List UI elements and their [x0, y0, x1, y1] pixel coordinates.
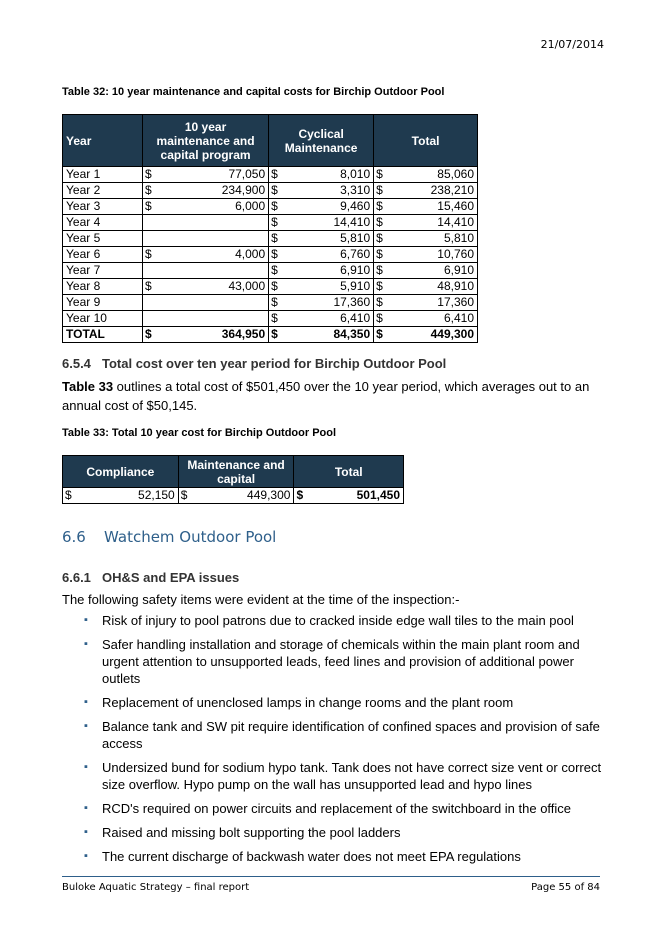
table32-currency: $ [374, 279, 391, 295]
table32-header-program: 10 year maintenance and capital program [143, 115, 269, 167]
table33-header-maintenance: Maintenance and capital [178, 456, 294, 488]
table32-row [63, 183, 478, 199]
list-item [62, 800, 602, 817]
table33-caption: Table 33: Total 10 year cost for Birchip Outdoor Pool [62, 427, 337, 439]
table32-total: 10,760 [390, 247, 477, 263]
table32-cyclical: 5,910 [285, 279, 374, 295]
table32-cyclical: 3,310 [285, 183, 374, 199]
table32-currency: $ [269, 183, 286, 199]
table32-year: Year 2 [63, 183, 143, 199]
table32-header-cyclical: Cyclical Maintenance [269, 115, 374, 167]
footer-page-number: Page 55 of 84 [531, 882, 600, 893]
bullet-icon: ▪ [84, 802, 88, 814]
table32-header-total: Total [374, 115, 478, 167]
list-item-text: Undersized bund for sodium hypo tank. Tank does not have correct size vent or correct size overflow. Hypo pump on the wall has unsupported lead and hypo lines [102, 760, 602, 792]
table32-cyclical: 6,910 [285, 263, 374, 279]
list-item-text: Replacement of unenclosed lamps in change rooms and the plant room [102, 695, 514, 710]
table32-currency: $ [374, 215, 391, 231]
list-item-text: Raised and missing bolt supporting the pool ladders [102, 825, 401, 840]
table32-cyclical: 17,360 [285, 295, 374, 311]
footer-rule [62, 876, 600, 877]
table32-year: Year 3 [63, 199, 143, 215]
table32-currency: $ [269, 311, 286, 327]
list-item-text: Risk of injury to pool patrons due to cracked inside edge wall tiles to the main pool [102, 613, 574, 628]
table32-program: 43,000 [159, 279, 269, 295]
section-661-intro: The following safety items were evident at the time of the inspection:- [62, 592, 460, 607]
table33-reference: Table 33 [62, 379, 114, 394]
section-654-heading [62, 356, 446, 371]
list-item [62, 718, 602, 752]
bullet-icon: ▪ [84, 826, 88, 838]
section-654-title: Total cost over ten year period for Birchip Outdoor Pool [102, 356, 447, 371]
table32-currency [143, 231, 160, 247]
table32-year: Year 7 [63, 263, 143, 279]
table33-currency: $ [294, 488, 311, 504]
table32-year: TOTAL [63, 327, 143, 343]
table32-program [159, 295, 269, 311]
table32-program: 4,000 [159, 247, 269, 263]
table32-cyclical: 9,460 [285, 199, 374, 215]
table32-currency: $ [269, 215, 286, 231]
list-item-text: RCD's required on power circuits and replacement of the switchboard in the office [102, 801, 572, 816]
safety-items-list [62, 612, 602, 872]
table32-currency: $ [374, 231, 391, 247]
section-654-number: 6.5.4 [62, 356, 91, 371]
table32-cyclical: 6,410 [285, 311, 374, 327]
table32-cyclical: 6,760 [285, 247, 374, 263]
bullet-icon: ▪ [84, 850, 88, 862]
table32-total: 15,460 [390, 199, 477, 215]
table33-row [63, 488, 404, 504]
table32-total: 14,410 [390, 215, 477, 231]
table32-row [63, 167, 478, 183]
table32-total: 5,810 [390, 231, 477, 247]
table33-total: 501,450 [310, 488, 403, 504]
table32-currency: $ [143, 247, 160, 263]
table32-body [63, 167, 478, 343]
table32-total: 449,300 [390, 327, 477, 343]
table32-currency: $ [143, 183, 160, 199]
table32-program: 77,050 [159, 167, 269, 183]
table32-currency: $ [143, 327, 160, 343]
bullet-icon: ▪ [84, 720, 88, 732]
table32-currency: $ [269, 199, 286, 215]
bullet-icon: ▪ [84, 638, 88, 650]
table32-currency: $ [374, 263, 391, 279]
table32-caption: Table 32: 10 year maintenance and capital costs for Birchip Outdoor Pool [62, 86, 445, 98]
list-item-text: Balance tank and SW pit require identification of confined spaces and provision of safe access [102, 719, 600, 751]
table33-header-compliance: Compliance [63, 456, 179, 488]
table32-program [159, 231, 269, 247]
table32-cyclical: 8,010 [285, 167, 374, 183]
table32-row [63, 311, 478, 327]
list-item [62, 848, 602, 865]
table32-program: 364,950 [159, 327, 269, 343]
table32-currency: $ [374, 167, 391, 183]
table32-program [159, 215, 269, 231]
table32-cyclical: 5,810 [285, 231, 374, 247]
table33 [62, 455, 404, 504]
header-date: 21/07/2014 [540, 38, 604, 51]
table32-currency [143, 311, 160, 327]
table32-program [159, 263, 269, 279]
table32-currency: $ [143, 199, 160, 215]
table32-currency: $ [269, 247, 286, 263]
table32-currency: $ [269, 279, 286, 295]
table33-maintenance: 449,300 [195, 488, 294, 504]
table32-total: 238,210 [390, 183, 477, 199]
table32-row [63, 279, 478, 295]
table32-cyclical: 84,350 [285, 327, 374, 343]
table32-currency: $ [269, 231, 286, 247]
list-item [62, 612, 602, 629]
table32-total-row [63, 327, 478, 343]
table32-year: Year 4 [63, 215, 143, 231]
table32-year: Year 8 [63, 279, 143, 295]
list-item [62, 636, 602, 687]
table32-program: 6,000 [159, 199, 269, 215]
table33-currency: $ [63, 488, 80, 504]
table32-row [63, 295, 478, 311]
table32-currency: $ [374, 183, 391, 199]
table32-year: Year 9 [63, 295, 143, 311]
list-item-text: Safer handling installation and storage of chemicals within the main plant room and urgent attention to unsupported leads, feed lines and provision of additional power outlets [102, 637, 580, 686]
table32-year: Year 1 [63, 167, 143, 183]
list-item [62, 694, 602, 711]
table32-total: 6,910 [390, 263, 477, 279]
list-item [62, 824, 602, 841]
table32-row [63, 215, 478, 231]
table32-year: Year 6 [63, 247, 143, 263]
table32-total: 6,410 [390, 311, 477, 327]
table32-header-year: Year [63, 115, 143, 167]
table32-currency: $ [374, 247, 391, 263]
section-66-heading [62, 528, 276, 546]
section-661-number: 6.6.1 [62, 570, 91, 585]
table32-year: Year 10 [63, 311, 143, 327]
table32-currency: $ [143, 279, 160, 295]
bullet-icon: ▪ [84, 761, 88, 773]
table32-year: Year 5 [63, 231, 143, 247]
bullet-icon: ▪ [84, 696, 88, 708]
table32-row [63, 247, 478, 263]
bullet-icon: ▪ [84, 614, 88, 626]
section-66-number: 6.6 [62, 528, 86, 546]
table33-header-total: Total [294, 456, 404, 488]
table32-currency: $ [374, 311, 391, 327]
list-item [62, 759, 602, 793]
table32-currency: $ [374, 327, 391, 343]
section-654-text: outlines a total cost of $501,450 over the 10 year period, which averages out to an annual cost of $50,145. [62, 379, 590, 413]
table32-currency: $ [269, 327, 286, 343]
table32-row [63, 231, 478, 247]
section-661-heading [62, 570, 239, 585]
table32-currency: $ [143, 167, 160, 183]
table33-compliance: 52,150 [79, 488, 178, 504]
table32-total: 17,360 [390, 295, 477, 311]
table32-currency [143, 215, 160, 231]
section-654-paragraph [62, 377, 602, 415]
table32-currency [143, 263, 160, 279]
table32-program [159, 311, 269, 327]
table32-cyclical: 14,410 [285, 215, 374, 231]
table33-currency: $ [178, 488, 195, 504]
table32-currency [143, 295, 160, 311]
section-661-title: OH&S and EPA issues [102, 570, 240, 585]
table32-row [63, 263, 478, 279]
table32-currency: $ [374, 295, 391, 311]
table32-row [63, 199, 478, 215]
table32-currency: $ [269, 263, 286, 279]
table32 [62, 114, 478, 343]
list-item-text: The current discharge of backwash water does not meet EPA regulations [102, 849, 521, 864]
footer-left: Buloke Aquatic Strategy – final report [62, 882, 250, 893]
table32-currency: $ [374, 199, 391, 215]
table32-total: 85,060 [390, 167, 477, 183]
table32-total: 48,910 [390, 279, 477, 295]
table32-currency: $ [269, 295, 286, 311]
table32-program: 234,900 [159, 183, 269, 199]
section-66-title: Watchem Outdoor Pool [104, 528, 277, 546]
table32-currency: $ [269, 167, 286, 183]
